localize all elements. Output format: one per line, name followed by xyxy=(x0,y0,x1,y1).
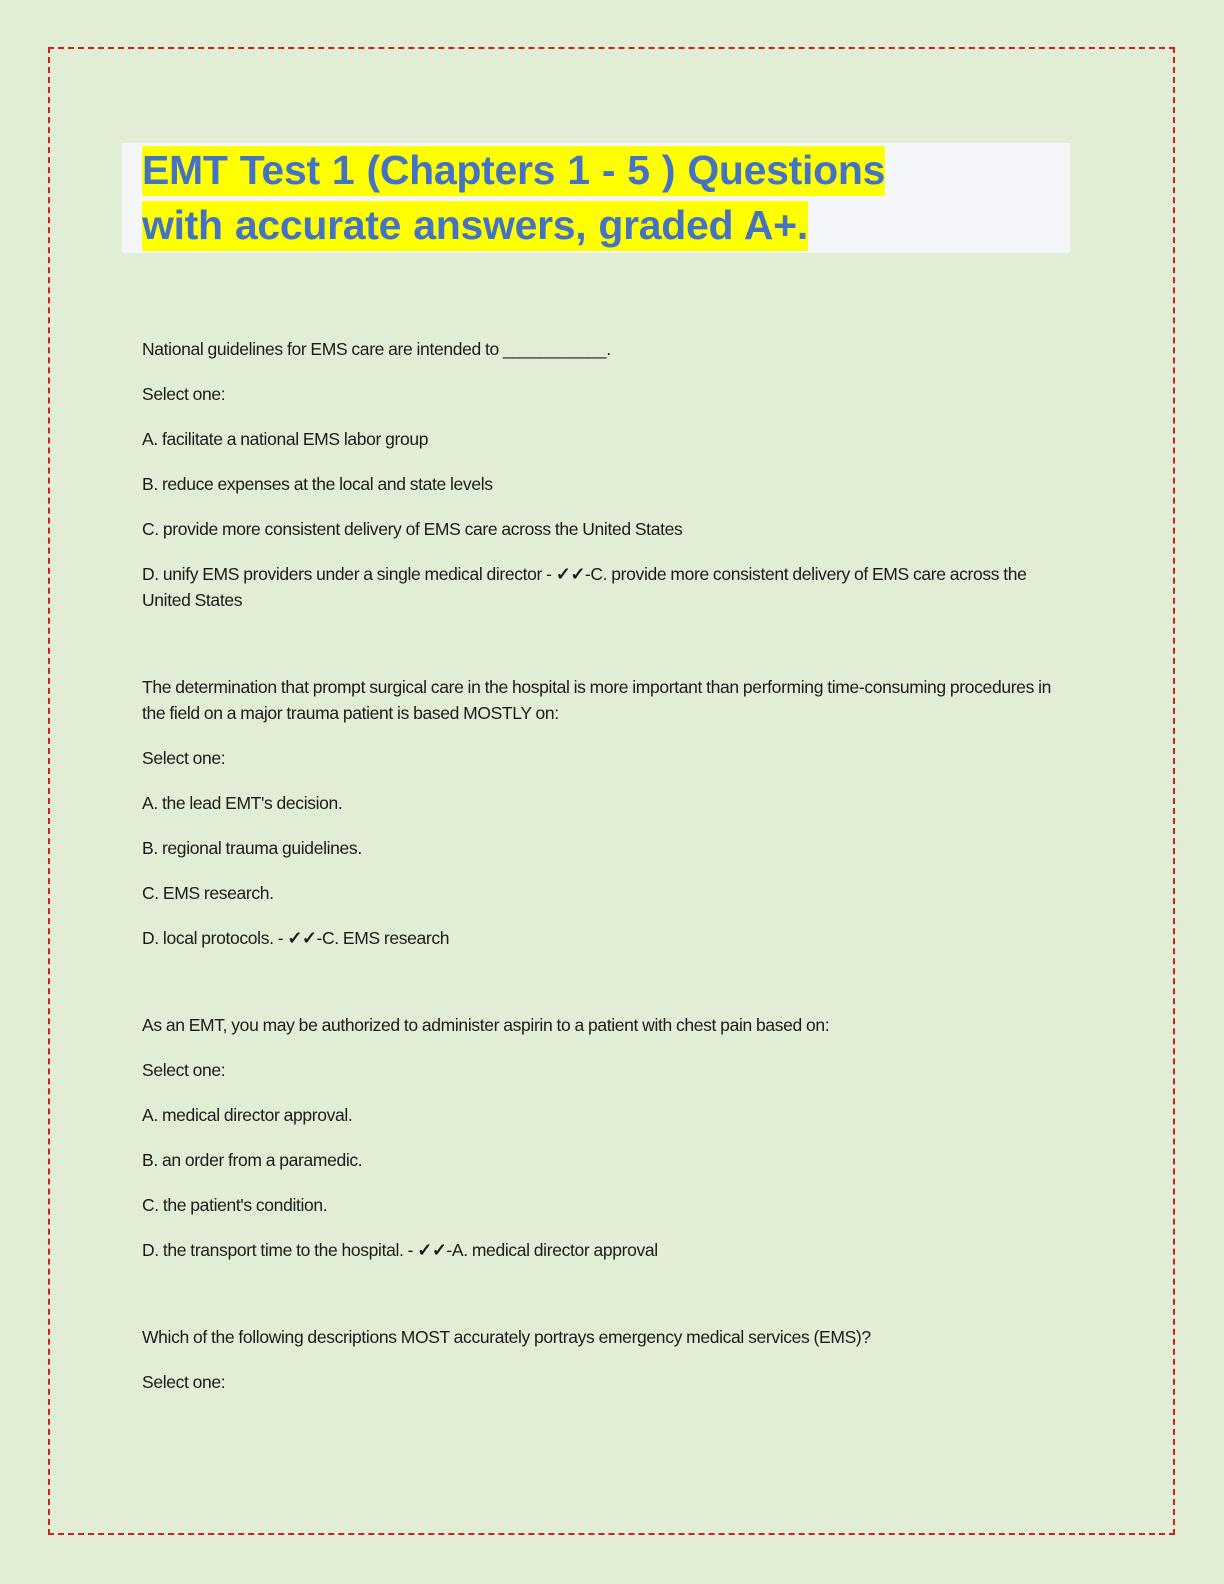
answer-option-a[interactable]: A. the lead EMT's decision. xyxy=(142,793,343,813)
answer-option-b[interactable]: B. reduce expenses at the local and state levels xyxy=(142,474,493,494)
question-spacer xyxy=(142,970,1077,1012)
question-block-2 xyxy=(142,674,1077,951)
answer-option-a[interactable]: A. facilitate a national EMS labor group xyxy=(142,429,429,449)
answer-option-d-with-key[interactable] xyxy=(142,925,1077,951)
answer-option-b[interactable]: B. an order from a paramedic. xyxy=(142,1150,363,1170)
question-spacer xyxy=(142,1282,1077,1324)
question-block-3 xyxy=(142,1012,1077,1263)
question-stem: The determination that prompt surgical care in the hospital is more important than performing time-consuming procedures in the field on a major trauma patient is based MOSTLY on: xyxy=(142,677,1052,723)
correct-answer-text: -C. provide more consistent delivery of EMS care across the United States xyxy=(142,564,1027,610)
answer-option-a[interactable]: A. medical director approval. xyxy=(142,1105,353,1125)
question-list xyxy=(142,336,1077,1414)
select-one-label: Select one: xyxy=(142,384,226,404)
page-title-line-1: EMT Test 1 (Chapters 1 - 5 ) Questions xyxy=(142,146,885,196)
correct-answer-text: -C. EMS research xyxy=(316,928,450,948)
question-stem: As an EMT, you may be authorized to administer aspirin to a patient with chest pain based on: xyxy=(142,1015,830,1035)
select-one-label: Select one: xyxy=(142,748,226,768)
title-block xyxy=(122,143,1070,253)
page-title-line-2: with accurate answers, graded A+. xyxy=(142,201,808,251)
check-mark-icon: ✓✓ xyxy=(555,564,585,584)
check-mark-icon: ✓✓ xyxy=(417,1240,447,1260)
page-title xyxy=(122,143,1070,253)
question-spacer xyxy=(142,632,1077,674)
answer-option-d-text: D. local protocols. - xyxy=(142,928,288,948)
question-stem: Which of the following descriptions MOST accurately portrays emergency medical services (EMS)? xyxy=(142,1327,871,1347)
answer-option-b[interactable]: B. regional trauma guidelines. xyxy=(142,838,362,858)
question-block-4 xyxy=(142,1324,1077,1395)
answer-option-d-text: D. the transport time to the hospital. - xyxy=(142,1240,418,1260)
correct-answer-text: -A. medical director approval xyxy=(446,1240,658,1260)
select-one-label: Select one: xyxy=(142,1060,226,1080)
question-stem: National guidelines for EMS care are intended to ___________. xyxy=(142,339,611,359)
answer-option-c[interactable]: C. provide more consistent delivery of EMS care across the United States xyxy=(142,519,683,539)
answer-option-d-text: D. unify EMS providers under a single medical director - xyxy=(142,564,556,584)
answer-option-c[interactable]: C. the patient's condition. xyxy=(142,1195,328,1215)
answer-option-d-with-key[interactable] xyxy=(142,1237,1077,1263)
select-one-label: Select one: xyxy=(142,1372,226,1392)
answer-option-d-with-key[interactable] xyxy=(142,561,1077,613)
answer-option-c[interactable]: C. EMS research. xyxy=(142,883,274,903)
check-mark-icon: ✓✓ xyxy=(287,928,317,948)
question-block-1 xyxy=(142,336,1077,613)
